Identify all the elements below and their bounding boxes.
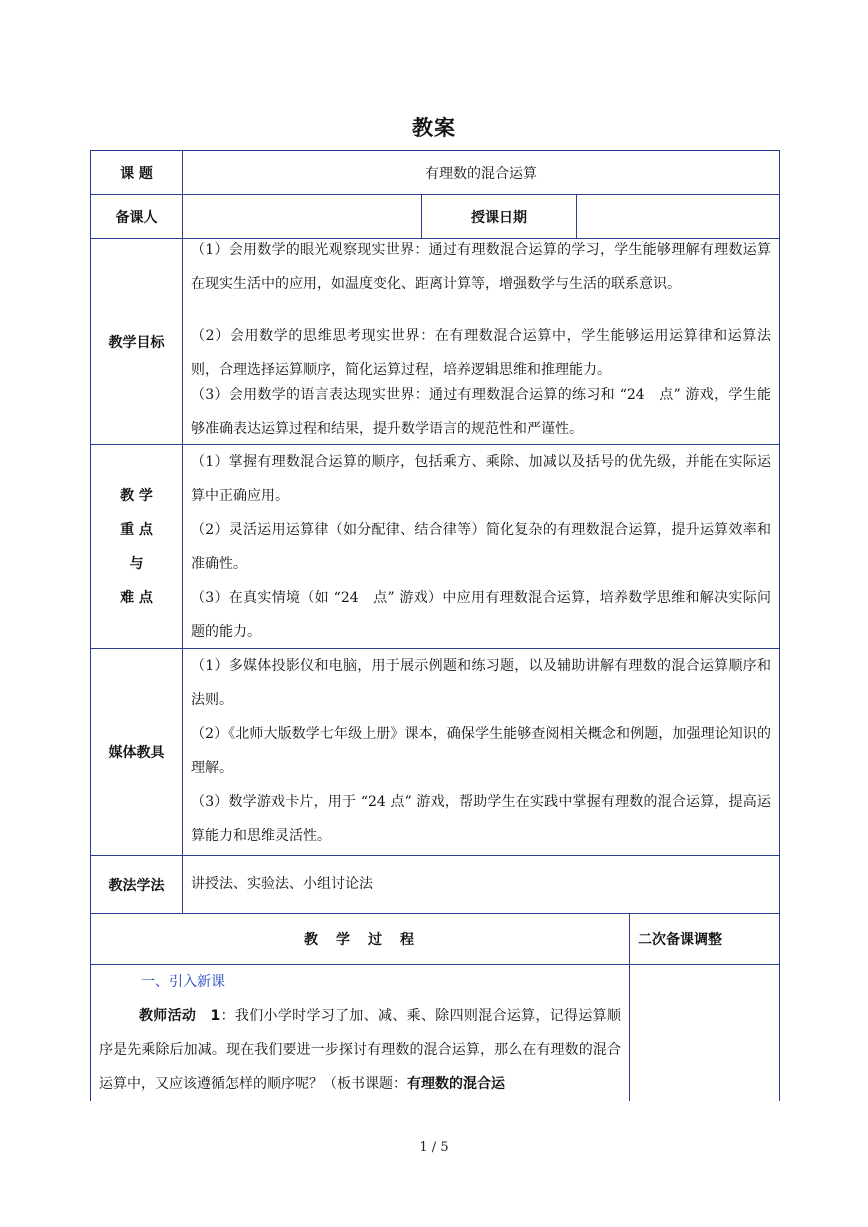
date-label: 授课日期 xyxy=(471,209,527,226)
objective-item-3: （3）会用数学的语言表达现实世界：通过有理数混合运算的练习和 “24 点” 游戏，学生能够准确表达运算过程和结果，提升数学语言的规范性和严谨性。 xyxy=(191,387,771,437)
method-value: 讲授法、实验法、小组讨论法 xyxy=(191,876,373,892)
topic-value: 有理数的混合运算 xyxy=(425,165,537,182)
lesson-plan-table xyxy=(90,150,780,1101)
media-item-1: （1）多媒体投影仪和电脑，用于展示例题和练习题，以及辅助讲解有理数的混合运算顺序和法则。 xyxy=(191,658,771,708)
objectives-label: 教学目标 xyxy=(108,334,165,351)
section-title: 一、引入新课 xyxy=(141,974,225,990)
key-points-label-line: 教 学 xyxy=(120,488,153,504)
row-divider xyxy=(91,855,779,856)
preparer-value[interactable] xyxy=(183,195,421,238)
key-point-item-3: （3）在真实情境（如 “24 点” 游戏）中应用有理数混合运算，培养数学思维和解决实际问题的能力。 xyxy=(191,590,771,640)
media-item-3: （3）数学游戏卡片，用于 “24 点” 游戏，帮助学生在实践中掌握有理数的混合运算，提高运算能力和思维灵活性。 xyxy=(191,794,771,844)
adjust-header: 二次备课调整 xyxy=(638,932,722,948)
key-points-label-line: 难 点 xyxy=(120,590,153,606)
page-indicator: 1 / 5 xyxy=(419,1140,449,1155)
teacher-activity-paragraph xyxy=(99,999,621,1101)
activity-text: ：我们小学时学习了加、减、乘、除四则混合运算，记得运算顺序是先乘除后加减。现在我们要进一步探讨有理数的混合运算，那么在有理数的混合运算中，又应该遵循怎样的顺序呢？（板书课题： xyxy=(99,1008,621,1092)
column-divider xyxy=(182,151,183,913)
media-item-2: （2）《北师大版数学七年级上册》课本，确保学生能够查阅相关概念和例题，加强理论知识的理解。 xyxy=(191,726,771,776)
process-header: 教 学 过 程 xyxy=(304,932,416,948)
date-value[interactable] xyxy=(577,195,779,238)
method-label: 教法学法 xyxy=(108,877,165,894)
key-points-label-line: 重 点 xyxy=(120,522,153,538)
key-points-label xyxy=(91,479,182,615)
preparer-label: 备课人 xyxy=(115,209,158,226)
topic-label: 课 题 xyxy=(120,165,153,182)
objective-item-2: （2）会用数学的思维思考现实世界：在有理数混合运算中，学生能够运用运算律和运算法则，合理选择运算顺序，简化运算过程，培养逻辑思维和推理能力。 xyxy=(191,328,771,378)
key-point-item-2: （2）灵活运用运算律（如分配律、结合律等）简化复杂的有理数混合运算，提升运算效率和准确性。 xyxy=(191,522,771,572)
activity-bold-tail: 有理数的混合运 xyxy=(407,1076,505,1092)
media-label: 媒体教具 xyxy=(108,745,165,761)
objective-item-1: （1）会用数学的眼光观察现实世界：通过有理数混合运算的学习，学生能够理解有理数运算在现实生活中的应用，如温度变化、距离计算等，增强数学与生活的联系意识。 xyxy=(191,242,771,292)
key-points-label-line: 与 xyxy=(129,556,144,572)
document-title: 教案 xyxy=(412,116,456,140)
activity-label: 教师活动 1 xyxy=(139,1008,221,1024)
key-point-item-1: （1）掌握有理数混合运算的顺序，包括乘方、乘除、加减以及括号的优先级，并能在实际运算中正确应用。 xyxy=(191,454,771,504)
